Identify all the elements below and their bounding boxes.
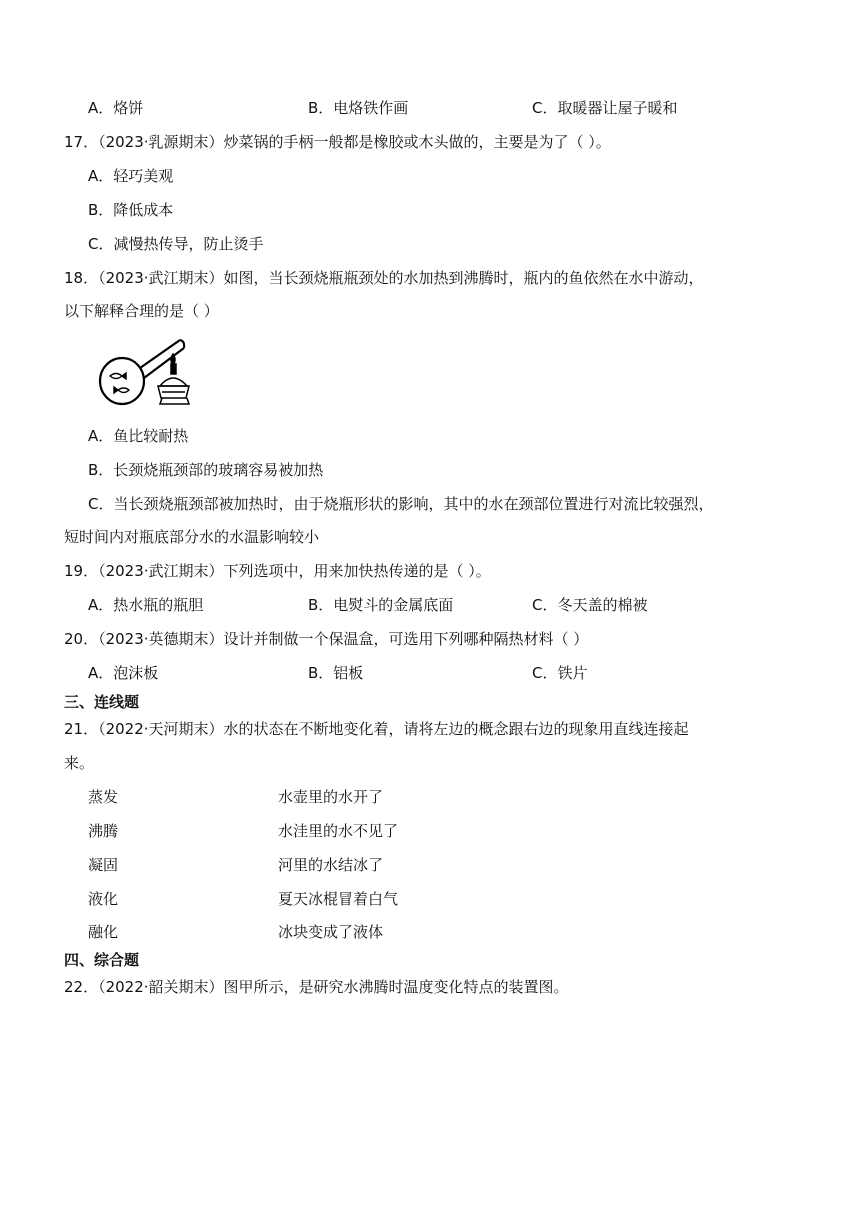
q19-option-b: B．电熨斗的金属底面 bbox=[308, 596, 454, 614]
q22-stem: 22．（2022·韶关期末）图甲所示，是研究水沸腾时温度变化特点的装置图。 bbox=[64, 978, 569, 996]
q18-option-c-line1: C．当长颈烧瓶颈部被加热时，由于烧瓶形状的影响，其中的水在颈部位置进行对流比较强烈， bbox=[88, 495, 714, 513]
q18-stem-line2: 以下解释合理的是（ ） bbox=[64, 302, 219, 320]
q18-option-b: B．长颈烧瓶颈部的玻璃容易被加热 bbox=[88, 461, 324, 479]
q16-option-a: A．烙饼 bbox=[88, 99, 144, 117]
flask-bulb bbox=[100, 358, 144, 404]
flask-figure bbox=[96, 334, 200, 412]
q19-option-c: C．冬天盖的棉被 bbox=[532, 596, 648, 614]
q20-option-b: B．铝板 bbox=[308, 664, 364, 682]
alcohol-lamp-icon bbox=[158, 354, 189, 404]
q21-stem-line1: 21．（2022·天河期末）水的状态在不断地变化着，请将左边的概念跟右边的现象用直线连接起 bbox=[64, 720, 689, 738]
q19-option-a: A．热水瓶的瓶胆 bbox=[88, 596, 204, 614]
section-3-heading: 三、连线题 bbox=[64, 693, 140, 711]
concept-label: 融化 bbox=[88, 923, 119, 941]
concept-label: 沸腾 bbox=[88, 822, 119, 840]
phenomenon-label: 夏天冰棍冒着白气 bbox=[278, 890, 399, 908]
q17-option-b: B．降低成本 bbox=[88, 201, 174, 219]
concept-label: 凝固 bbox=[88, 856, 119, 874]
q21-stem-line2: 来。 bbox=[64, 754, 95, 772]
q18-option-a: A．鱼比较耐热 bbox=[88, 427, 189, 445]
concept-label: 液化 bbox=[88, 890, 119, 908]
concept-label: 蒸发 bbox=[88, 788, 119, 806]
q20-stem: 20．（2023·英德期末）设计并制做一个保温盒，可选用下列哪种隔热材料（ ） bbox=[64, 630, 589, 648]
phenomenon-label: 河里的水结冰了 bbox=[278, 856, 384, 874]
phenomenon-label: 水壶里的水开了 bbox=[278, 788, 384, 806]
q16-option-b: B．电烙铁作画 bbox=[308, 99, 409, 117]
q18-option-c-line2: 短时间内对瓶底部分水的水温影响较小 bbox=[64, 528, 320, 546]
phenomenon-label: 水洼里的水不见了 bbox=[278, 822, 399, 840]
q20-option-a: A．泡沫板 bbox=[88, 664, 159, 682]
q19-stem: 19．（2023·武江期末）下列选项中，用来加快热传递的是（ ）。 bbox=[64, 562, 491, 580]
q20-option-c: C．铁片 bbox=[532, 664, 588, 682]
q18-stem-line1: 18．（2023·武江期末）如图，当长颈烧瓶瓶颈处的水加热到沸腾时，瓶内的鱼依然在水中游动， bbox=[64, 269, 704, 287]
section-4-heading: 四、综合题 bbox=[64, 951, 140, 969]
q17-option-a: A．轻巧美观 bbox=[88, 167, 174, 185]
q17-option-c: C．减慢热传导，防止烫手 bbox=[88, 235, 264, 253]
phenomenon-label: 冰块变成了液体 bbox=[278, 923, 384, 941]
q17-stem: 17．（2023·乳源期末）炒菜锅的手柄一般都是橡胶或木头做的，主要是为了（ ）。 bbox=[64, 133, 611, 151]
flask-neck bbox=[140, 340, 184, 378]
q16-option-c: C．取暖器让屋子暖和 bbox=[532, 99, 678, 117]
